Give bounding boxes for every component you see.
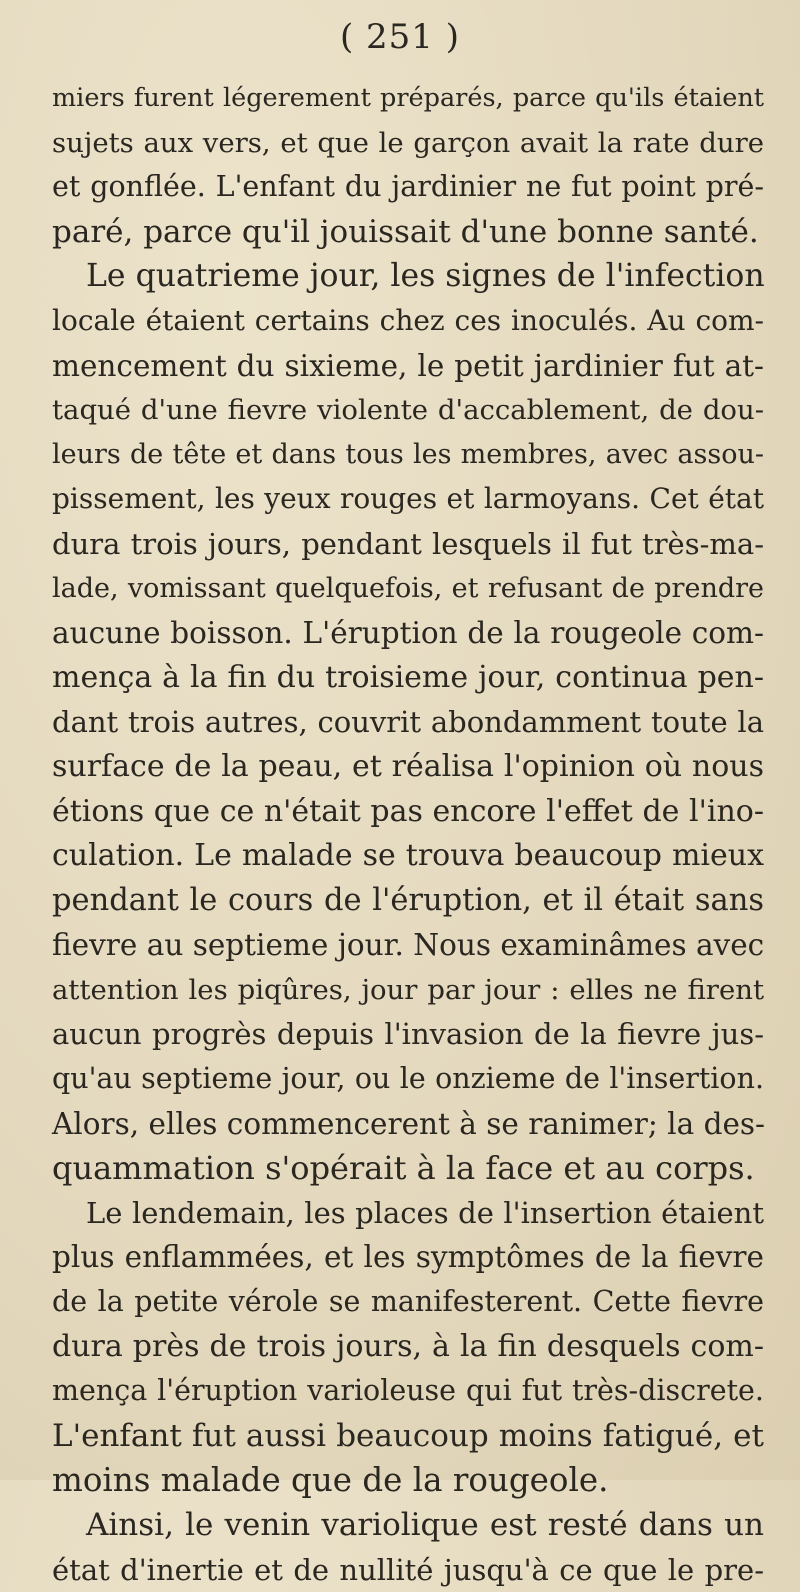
text-line: L'enfant fut aussi beaucoup moins fatigué, et: [52, 1417, 764, 1454]
text-line: dant trois autres, couvrit abondamment toute la: [52, 705, 764, 740]
text-line: taqué d'une fievre violente d'accablement, de dou-: [52, 394, 764, 427]
text-line: Le quatrieme jour, les signes de l'infection: [86, 258, 765, 295]
text-line: qu'au septieme jour, ou le onzieme de l'insertion.: [52, 1062, 764, 1096]
text-line: et gonflée. L'enfant du jardinier ne fut point pré-: [52, 170, 764, 204]
text-line: Alors, elles commencerent à se ranimer; la des-: [52, 1106, 766, 1141]
text-line: culation. Le malade se trouva beaucoup mieux: [52, 838, 764, 874]
text-line: aucun progrès depuis l'invasion de la fievre jus-: [52, 1017, 764, 1052]
text-line: quammation s'opérait à la face et au corps.: [52, 1149, 755, 1188]
text-line: pissement, les yeux rouges et larmoyans. Cet état: [52, 482, 764, 516]
text-line: moins malade que de la rougeole.: [52, 1461, 609, 1500]
text-line: de la petite vérole se manifesterent. Cette fievre: [52, 1285, 764, 1319]
text-line: pendant le cours de l'éruption, et il était sans: [52, 882, 764, 918]
text-line: aucune boisson. L'éruption de la rougeole com-: [52, 616, 764, 651]
text-line: dura trois jours, pendant lesquels il fut très-ma-: [52, 526, 764, 561]
text-line: mença à la fin du troisieme jour, continua pen-: [52, 659, 764, 695]
body-text: [52, 76, 764, 1592]
text-line: paré, parce qu'il jouissait d'une bonne santé.: [52, 213, 759, 250]
text-line: Le lendemain, les places de l'insertion étaient: [86, 1195, 764, 1230]
text-line: surface de la peau, et réalisa l'opinion où nous: [52, 748, 764, 784]
text-line: sujets aux vers, et que le garçon avait la rate dure: [52, 126, 764, 159]
text-line: étions que ce n'était pas encore l'effet de l'ino-: [52, 793, 764, 829]
text-line: mencement du sixieme, le petit jardinier fut at-: [52, 348, 764, 383]
text-line: locale étaient certains chez ces inoculés. Au com-: [52, 303, 764, 337]
text-line: attention les piqûres, jour par jour : elles ne firent: [52, 973, 764, 1006]
text-line: Ainsi, le venin variolique est resté dans un: [86, 1507, 764, 1543]
text-line: lade, vomissant quelquefois, et refusant de prendre: [52, 572, 764, 604]
text-line: mença l'éruption varioleuse qui fut très-discrete.: [52, 1374, 764, 1408]
page-number: ( 251 ): [339, 17, 461, 57]
text-line: fievre au septieme jour. Nous examinâmes avec: [52, 928, 765, 963]
text-line: plus enflammées, et les symptômes de la fievre: [52, 1240, 764, 1275]
text-line: état d'inertie et de nullité jusqu'à ce que le pre-: [52, 1552, 764, 1587]
text-line: miers furent légerement préparés, parce qu'ils étaient: [52, 83, 764, 113]
text-line: leurs de tête et dans tous les membres, avec assou-: [52, 438, 764, 470]
text-line: dura près de trois jours, à la fin desquels com-: [52, 1328, 764, 1364]
